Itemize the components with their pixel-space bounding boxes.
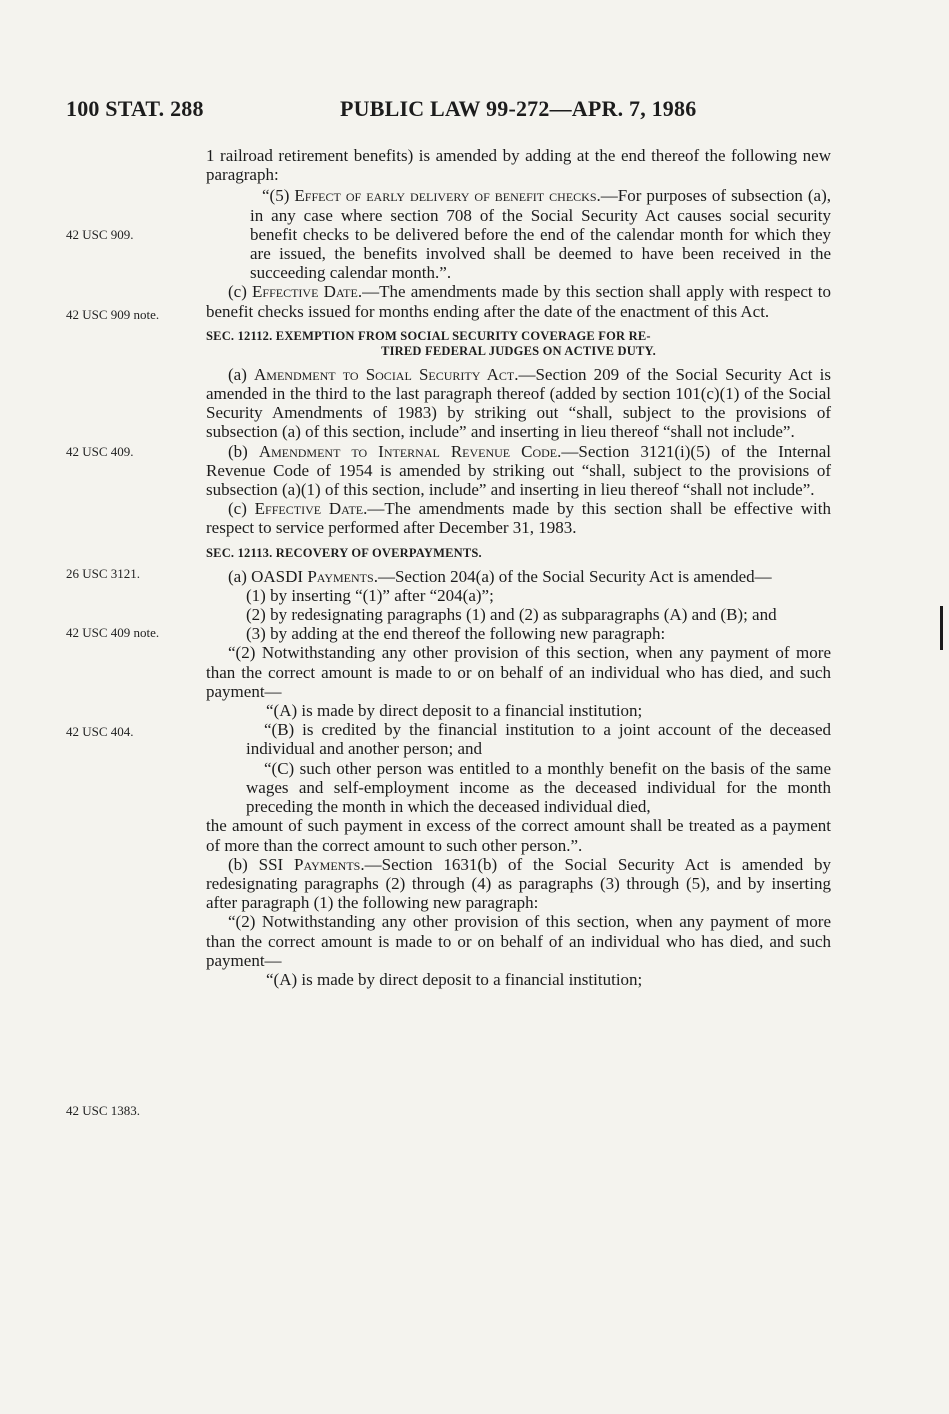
- paragraph: (c) Effective Date.—The amendments made by this section shall be effective with respect to service performed after December 31, 1983.: [206, 499, 831, 538]
- list-item: “(A) is made by direct deposit to a financial institution;: [266, 969, 643, 989]
- paragraph: “(5) Effect of early delivery of benefit checks.—For purposes of subsection (a), in any case where section 708 of the Social Security Act causes social security benefit checks to be delivered before the end of the calendar month for which they are issued, the benefits involved shall be deemed to have been received in the succeeding calendar month.”.: [250, 186, 831, 283]
- paragraph: “(2) Notwithstanding any other provision of this section, when any payment of more than the correct amount is made to or on behalf of an individual who has died, and such payment—: [206, 912, 831, 970]
- paragraph: the amount of such payment in excess of the correct amount shall be treated as a payment of more than the correct amount to such other person.”.: [206, 816, 831, 855]
- list-item: “(A) is made by direct deposit to a financial institution;: [266, 701, 643, 721]
- section-heading: SEC. 12113. RECOVERY OF OVERPAYMENTS.: [206, 545, 482, 560]
- margin-note: 42 USC 909 note.: [66, 307, 160, 322]
- paragraph: (c) Effective Date.—The amendments made by this section shall apply with respect to benefit checks issued for months ending after the date of the enactment of this Act.: [206, 282, 831, 321]
- list-item: (2) by redesignating paragraphs (1) and (2) as subparagraphs (A) and (B); and: [246, 605, 777, 625]
- paragraph: (a) OASDI Payments.—Section 204(a) of the Social Security Act is amended—: [228, 566, 772, 586]
- margin-note: 42 USC 409.: [66, 444, 134, 459]
- page-body: [206, 146, 831, 989]
- list-item: (3) by adding at the end thereof the following new paragraph:: [246, 624, 666, 644]
- list-item: “(B) is credited by the financial institution to a joint account of the deceased individual and another person; and: [246, 720, 831, 759]
- margin-note: 42 USC 409 note.: [66, 625, 160, 640]
- section-heading: SEC. 12112. EXEMPTION FROM SOCIAL SECURITY COVERAGE FOR RE- TIRED FEDERAL JUDGES ON ACTIVE DUTY.: [206, 328, 656, 358]
- paragraph: (b) SSI Payments.—Section 1631(b) of the Social Security Act is amended by redesignating paragraphs (2) through (4) as paragraphs (3) through (5), and by inserting after paragraph (1) the following new paragraph:: [206, 854, 831, 913]
- edge-mark: [940, 606, 943, 650]
- header-title: PUBLIC LAW 99-272—APR. 7, 1986: [340, 96, 697, 121]
- margin-note: 42 USC 909.: [66, 227, 134, 242]
- paragraph: (b) Amendment to Internal Revenue Code.—Section 3121(i)(5) of the Internal Revenue Code of 1954 is amended by striking out “shall, subject to the provisions of subsection (a)(1) of this section, include” and inserting in lieu thereof “shall not include”.: [206, 441, 831, 500]
- list-item: (1) by inserting “(1)” after “204(a)”;: [246, 585, 494, 605]
- paragraph: “(2) Notwithstanding any other provision of this section, when any payment of more than the correct amount is made to or on behalf of an individual who has died, and such payment—: [206, 643, 831, 701]
- margin-note: 42 USC 404.: [66, 724, 134, 739]
- paragraph: 1 railroad retirement benefits) is amended by adding at the end thereof the following new paragraph:: [206, 146, 831, 185]
- header-stat-number: 100 STAT. 288: [66, 96, 204, 121]
- margin-note: 42 USC 1383.: [66, 1103, 141, 1118]
- margin-note: 26 USC 3121.: [66, 566, 141, 581]
- list-item: “(C) such other person was entitled to a monthly benefit on the basis of the same wages and self-employment income as the deceased individual for the month preceding the month in which the deceased individual died,: [246, 758, 831, 817]
- paragraph: (a) Amendment to Social Security Act.—Section 209 of the Social Security Act is amended in the third to the last paragraph thereof (added by section 101(c)(1) of the Social Security Amendments of 1983) by striking out “shall, subject to the provisions of subsection (a) of this section, include” and inserting in lieu thereof “shall not include”.: [206, 364, 831, 442]
